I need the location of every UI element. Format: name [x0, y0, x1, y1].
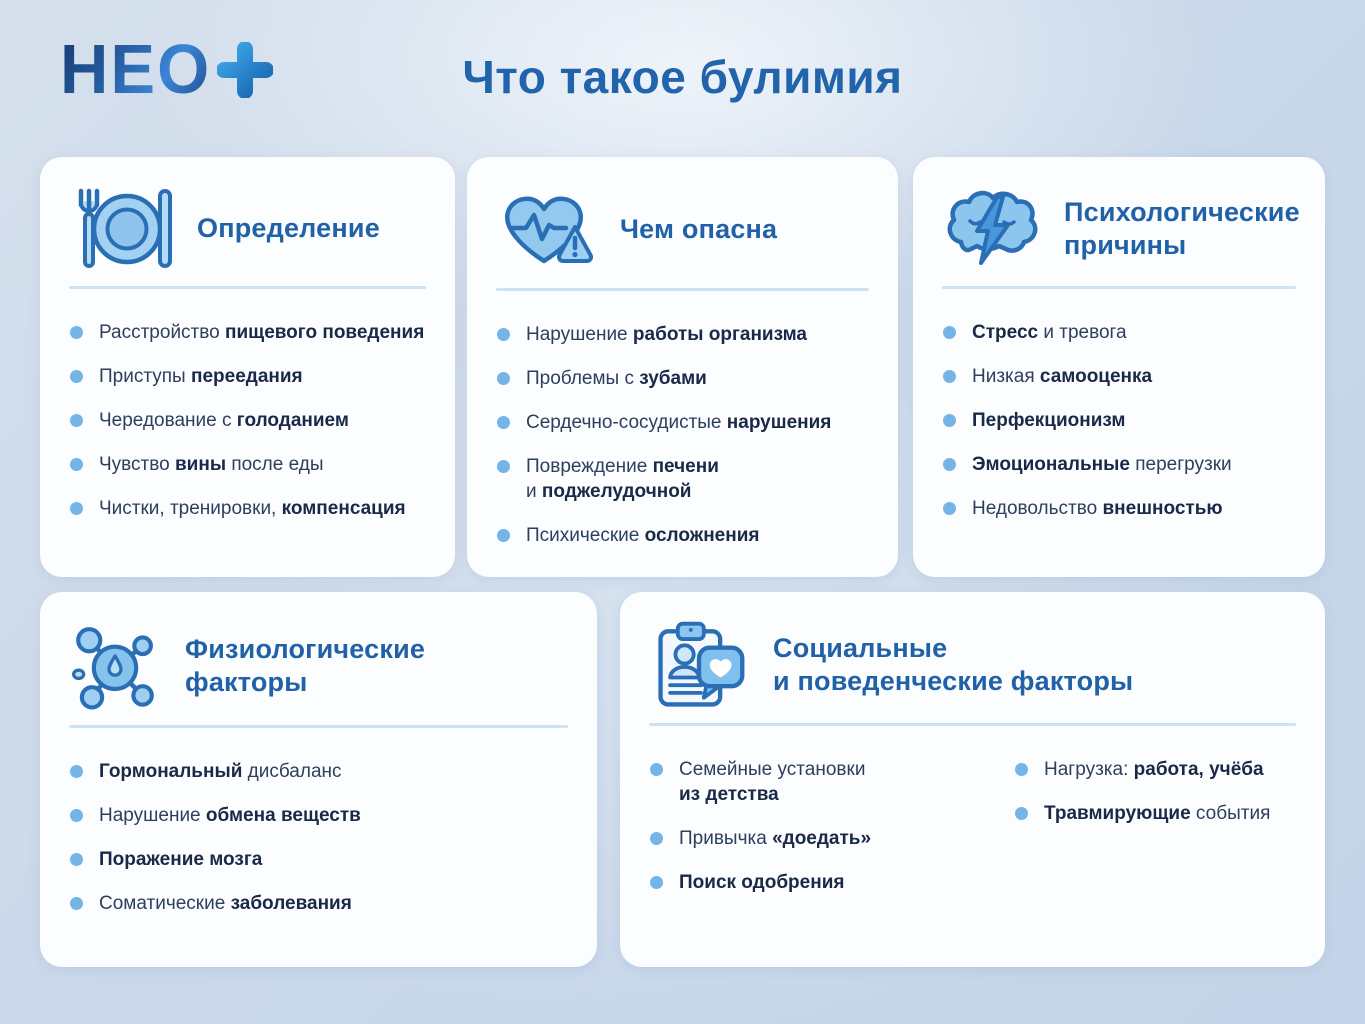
text-segment: Сердечно-сосудистые — [526, 412, 727, 433]
bullet-lists — [649, 726, 1296, 914]
list-item — [1014, 801, 1296, 826]
text-segment: Перфекционизм — [972, 410, 1126, 431]
list-item — [69, 320, 426, 345]
card-social-behavioral-factors — [620, 592, 1325, 967]
text-segment: печени — [652, 456, 719, 477]
text-segment: Чувство — [99, 454, 175, 475]
list-item — [69, 803, 568, 828]
card-definition — [40, 157, 455, 577]
list-item — [942, 408, 1296, 433]
page-title: Что такое булимия — [462, 51, 903, 103]
list-item — [942, 364, 1296, 389]
card-title: Определение — [197, 213, 380, 244]
card-header — [69, 620, 568, 712]
text-segment: зубами — [639, 368, 707, 389]
text-segment: и — [526, 481, 542, 502]
list-item — [649, 870, 1014, 895]
text-segment: Чистки, тренировки, — [99, 498, 282, 519]
list-item — [649, 826, 1014, 851]
text-segment: дисбаланс — [242, 761, 342, 782]
logo-text: НЕО — [60, 30, 212, 109]
text-segment: Повреждение — [526, 456, 653, 477]
text-segment: Привычка — [679, 828, 773, 849]
text-segment: Недовольство — [972, 498, 1103, 519]
text-segment: вины — [174, 454, 227, 475]
card-title: Социальные и поведенческие факторы — [773, 632, 1134, 696]
card-header — [69, 185, 426, 273]
text-segment: события — [1190, 803, 1271, 824]
text-segment: поджелудочной — [541, 481, 692, 502]
text-segment: внешностью — [1102, 498, 1223, 519]
bullet-lists — [942, 289, 1296, 540]
bullet-list — [1014, 757, 1296, 914]
text-segment: и тревога — [1038, 322, 1127, 343]
bullet-list — [942, 320, 1296, 540]
brain-lightning-icon — [942, 185, 1040, 273]
text-segment: Семейные установки — [679, 759, 866, 780]
text-segment: работы организма — [632, 324, 807, 345]
list-item — [942, 452, 1296, 477]
text-segment: Низкая — [972, 366, 1040, 387]
list-item — [496, 366, 869, 391]
text-segment: Нарушение — [526, 324, 633, 345]
bullet-list — [69, 759, 568, 935]
text-segment: «доедать» — [772, 828, 872, 849]
text-segment: перегрузки — [1129, 454, 1232, 475]
card-title: Психологические причины — [1064, 196, 1300, 260]
text-segment: Гормональный — [99, 761, 243, 782]
text-segment: Проблемы с — [526, 368, 640, 389]
list-item — [69, 891, 568, 916]
card-psychological-causes — [913, 157, 1325, 577]
text-segment: заболевания — [230, 893, 352, 914]
text-segment: работа, учёба — [1133, 759, 1264, 780]
list-item — [496, 523, 869, 548]
text-segment: Соматические — [99, 893, 231, 914]
list-item — [69, 847, 568, 872]
list-item — [496, 454, 869, 504]
list-item — [69, 364, 426, 389]
text-segment: пищевого поведения — [225, 322, 425, 343]
list-item — [69, 452, 426, 477]
card-header — [496, 185, 869, 275]
list-item — [942, 320, 1296, 345]
text-segment: Нарушение — [99, 805, 206, 826]
text-segment: голоданием — [236, 410, 349, 431]
heart-pulse-warning-icon — [496, 185, 596, 275]
card-title: Физиологические факторы — [185, 633, 426, 697]
text-segment: Расстройство — [99, 322, 225, 343]
text-segment: из детства — [679, 784, 779, 805]
text-segment: Нагрузка: — [1044, 759, 1134, 780]
text-segment: переедания — [190, 366, 303, 387]
list-item — [69, 408, 426, 433]
text-segment: самооценка — [1039, 366, 1153, 387]
bullet-list — [496, 322, 869, 567]
list-item — [1014, 757, 1296, 782]
bullet-list — [649, 757, 1014, 914]
clipboard-heart-icon — [649, 620, 749, 710]
text-segment: осложнения — [644, 525, 760, 546]
card-title: Чем опасна — [620, 214, 778, 245]
text-segment: Поиск одобрения — [679, 872, 845, 893]
text-segment: нарушения — [726, 412, 832, 433]
list-item — [69, 496, 426, 521]
text-segment: обмена веществ — [205, 805, 361, 826]
text-segment: после еды — [226, 454, 324, 475]
text-segment: Чередование с — [99, 410, 237, 431]
list-item — [942, 496, 1296, 521]
bullet-lists — [69, 289, 426, 540]
text-segment: Стресс — [972, 322, 1039, 343]
list-item — [649, 757, 1014, 807]
list-item — [496, 322, 869, 347]
card-header — [649, 620, 1296, 710]
text-segment: Приступы — [99, 366, 191, 387]
bullet-lists — [69, 728, 568, 935]
card-physiological-factors — [40, 592, 597, 967]
text-segment: Поражение мозга — [99, 849, 263, 870]
card-danger — [467, 157, 898, 577]
text-segment: Травмирующие — [1044, 803, 1191, 824]
list-item — [69, 759, 568, 784]
text-segment: компенсация — [281, 498, 406, 519]
bullet-lists — [496, 291, 869, 567]
molecule-icon — [69, 620, 161, 712]
list-item — [496, 410, 869, 435]
plate-icon — [69, 187, 173, 271]
bullet-list — [69, 320, 426, 540]
text-segment: Психические — [526, 525, 645, 546]
card-header — [942, 185, 1300, 273]
text-segment: Эмоциональные — [972, 454, 1130, 475]
